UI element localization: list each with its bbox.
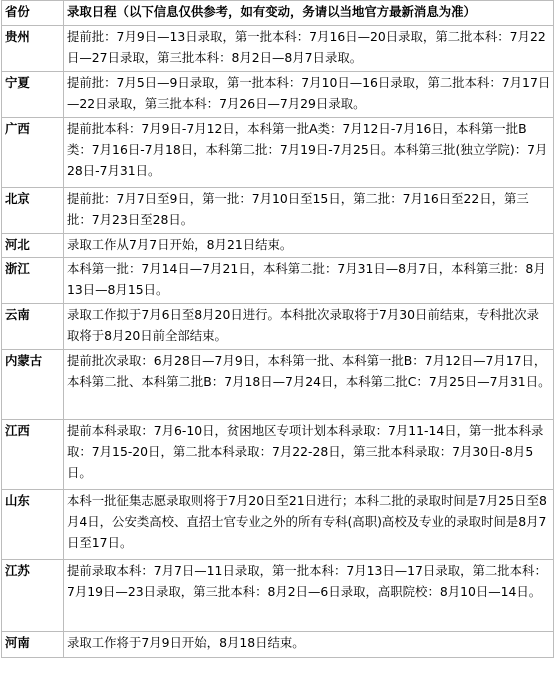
schedule-cell: 提前批：7月9日—13日录取，第一批本科：7月16日—20日录取，第二批本科：7月22日—27日录取，第三批本科：8月2日—8月7日录取。 <box>64 26 554 72</box>
province-cell: 浙江 <box>2 258 64 304</box>
schedule-cell: 提前批本科：7月9日-7月12日，本科第一批A类：7月12日-7月16日，本科第一批B类：7月16日-7月18日，本科第二批：7月19日-7月25日。本科第三批(独立学院)：7月28日-7月31日。 <box>64 118 554 188</box>
province-cell: 北京 <box>2 188 64 234</box>
province-cell: 山东 <box>2 490 64 560</box>
schedule-cell: 本科第一批：7月14日—7月21日，本科第二批：7月31日—8月7日，本科第三批：8月13日—8月15日。 <box>64 258 554 304</box>
schedule-cell: 本科一批征集志愿录取则将于7月20日至21日进行；本科二批的录取时间是7月25日至8月4日，公安类高校、直招士官专业之外的所有专科(高职)高校及专业的录取时间是8月7日至17日。 <box>64 490 554 560</box>
table-row <box>2 188 554 234</box>
table-row <box>2 632 554 658</box>
province-cell: 江西 <box>2 420 64 490</box>
province-cell: 江苏 <box>2 560 64 632</box>
table-row <box>2 560 554 632</box>
table-row <box>2 258 554 304</box>
header-province: 省份 <box>2 1 64 26</box>
table-row <box>2 420 554 490</box>
schedule-cell: 提前批次录取：6月28日—7月9日，本科第一批、本科第一批B：7月12日—7月17日，本科第二批、本科第二批B：7月18日—7月24日，本科第二批C：7月25日—7月31日。 <box>64 350 554 420</box>
province-cell: 宁夏 <box>2 72 64 118</box>
table-header-row <box>2 1 554 26</box>
schedule-cell: 提前录取本科：7月7日—11日录取，第一批本科：7月13日—17日录取，第二批本科：7月19日—23日录取，第三批本科：8月2日—6日录取，高职院校：8月10日—14日。 <box>64 560 554 632</box>
schedule-cell: 提前本科录取：7月6-10日，贫困地区专项计划本科录取：7月11-14日，第一批本科录取：7月15-20日，第二批本科录取：7月22-28日，第三批本科录取：7月30日-8月5日。 <box>64 420 554 490</box>
table-row <box>2 26 554 72</box>
table-row <box>2 234 554 258</box>
province-cell: 河北 <box>2 234 64 258</box>
table-row <box>2 72 554 118</box>
table-row <box>2 350 554 420</box>
schedule-cell: 提前批：7月7日至9日，第一批：7月10日至15日，第二批：7月16日至22日，第三批：7月23日至28日。 <box>64 188 554 234</box>
schedule-cell: 提前批：7月5日—9日录取，第一批本科：7月10日—16日录取，第二批本科：7月17日—22日录取，第三批本科：7月26日—7月29日录取。 <box>64 72 554 118</box>
schedule-cell: 录取工作拟于7月6日至8月20日进行。本科批次录取将于7月30日前结束，专科批次录取将于8月20日前全部结束。 <box>64 304 554 350</box>
admission-schedule-table <box>1 0 554 658</box>
schedule-cell: 录取工作从7月7日开始，8月21日结束。 <box>64 234 554 258</box>
table-row <box>2 304 554 350</box>
province-cell: 广西 <box>2 118 64 188</box>
table-row <box>2 490 554 560</box>
header-schedule: 录取日程（以下信息仅供参考，如有变动，务请以当地官方最新消息为准） <box>64 1 554 26</box>
table-row <box>2 118 554 188</box>
province-cell: 贵州 <box>2 26 64 72</box>
schedule-cell: 录取工作将于7月9日开始，8月18日结束。 <box>64 632 554 658</box>
province-cell: 内蒙古 <box>2 350 64 420</box>
province-cell: 河南 <box>2 632 64 658</box>
province-cell: 云南 <box>2 304 64 350</box>
